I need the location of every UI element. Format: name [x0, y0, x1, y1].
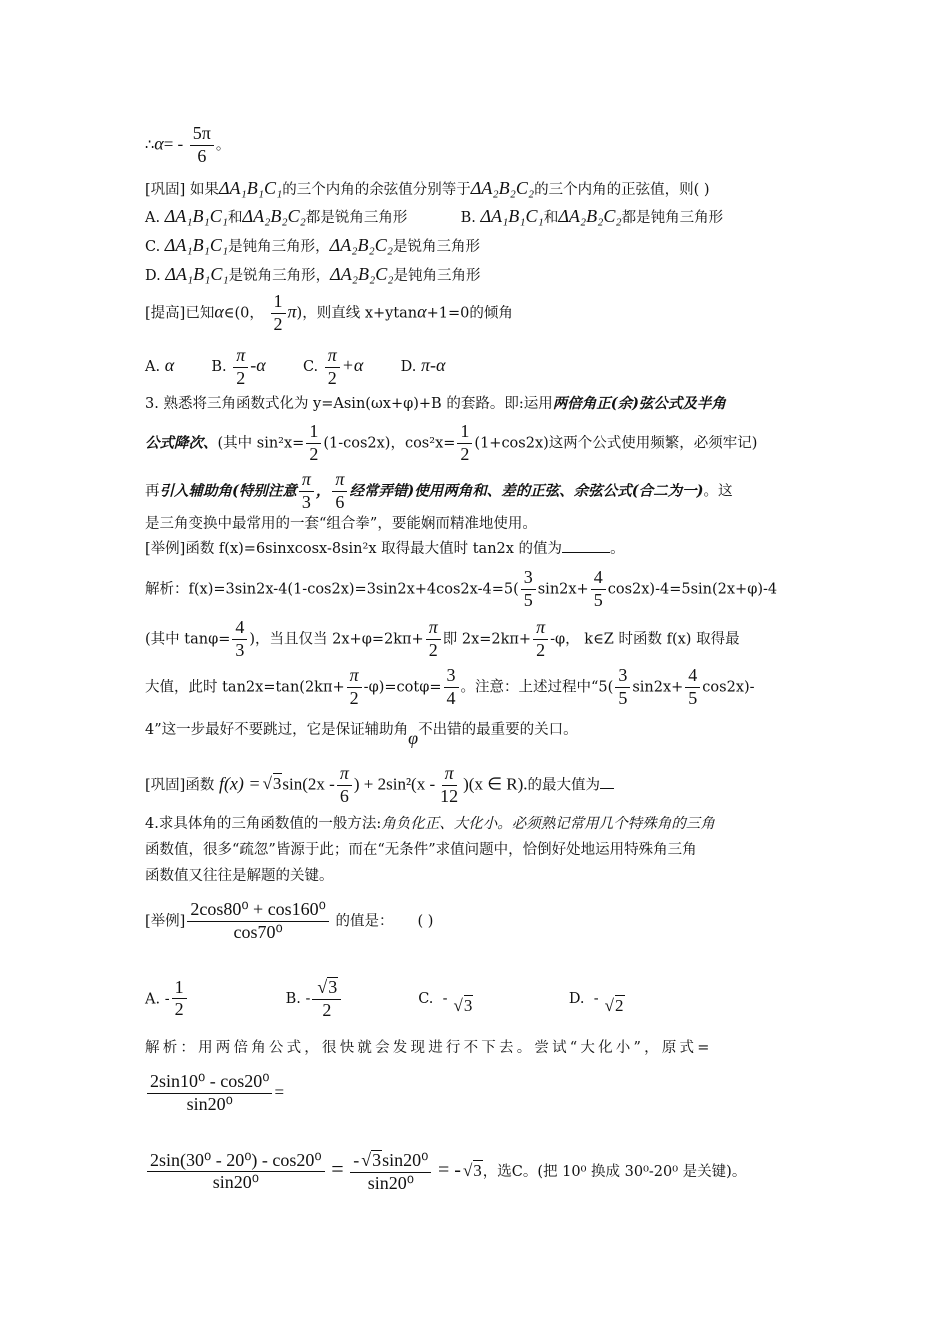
- text-segment: C.: [145, 239, 161, 255]
- text-segment: -: [353, 1150, 360, 1170]
- text-segment: D.: [145, 268, 161, 284]
- text-segment: π: [287, 301, 297, 322]
- text-segment: 引入辅助角(特别注意: [159, 482, 297, 500]
- text-segment: 5: [688, 687, 698, 708]
- option-b: [211, 345, 266, 388]
- text-segment: sin20⁰: [367, 1172, 414, 1193]
- text-segment: 4: [232, 618, 247, 640]
- text-segment: A.: [145, 210, 161, 226]
- section-4-heading: [145, 816, 715, 833]
- section-3-formulas: [145, 422, 757, 465]
- text-segment: 和: [543, 210, 559, 226]
- fraction: [190, 124, 214, 167]
- text-segment: sin2x+: [632, 679, 684, 696]
- text-segment: ∴: [145, 137, 155, 154]
- text-segment: √ 2: [615, 995, 625, 1016]
- fraction: [350, 1150, 431, 1194]
- text-segment: 函数 f(x)=6sinxcosx-8sin²x 取得最大值时 tan2x 的值为: [185, 541, 563, 557]
- text-segment: cos2x)-: [702, 679, 755, 696]
- solution-line-4: [145, 718, 578, 748]
- text-segment: π: [442, 764, 457, 786]
- text-segment: 3. 熟悉将三角函数式化为 y=Asin(ωx+φ)+B 的套路。即:运用: [145, 396, 553, 412]
- text-segment: 3: [235, 639, 245, 660]
- text-segment: (其中 sin²x=: [217, 435, 305, 452]
- text-segment: ΔA₁B₁C₁: [165, 264, 229, 284]
- text-segment: 3: [521, 568, 536, 590]
- text-segment: C.: [302, 359, 319, 376]
- text-segment: (其中 tanφ=: [145, 631, 231, 648]
- text-segment: =: [331, 1155, 344, 1181]
- text-segment: ) + 2sin²(x -: [353, 774, 436, 794]
- text-segment: 的三个内角的余弦值分别等于: [282, 182, 471, 198]
- text-segment: 函数: [185, 777, 215, 794]
- text-segment: 2: [273, 313, 283, 334]
- text-segment: 是钝角三角形，: [228, 239, 330, 255]
- option-a-b-line: [145, 206, 723, 228]
- text-segment: 4: [446, 687, 456, 708]
- text-segment: sin20⁰: [382, 1150, 429, 1170]
- text-segment: √ 3: [464, 995, 474, 1016]
- option-c: [302, 345, 364, 388]
- text-segment: α: [214, 301, 224, 322]
- text-segment: 的值是：: [335, 913, 394, 930]
- text-segment: 是锐角三角形: [392, 239, 480, 255]
- text-segment: 6: [197, 145, 207, 166]
- text-segment: 即 2x=2kπ+: [442, 631, 532, 648]
- solution-2-line-2: [145, 1072, 284, 1115]
- text-segment: 经常弄错)使用两角和、差的正弦、余弦公式(合二为一): [349, 482, 704, 500]
- text-segment: C.: [418, 990, 434, 1007]
- text-segment: A.: [145, 359, 161, 376]
- text-segment: 角负化正、大化小。必须熟记常用几个特殊角的三角: [381, 816, 715, 832]
- section-3-auxiliary-angle: [145, 470, 733, 513]
- section-3-summary: [145, 516, 537, 533]
- text-segment: π: [533, 618, 548, 640]
- text-segment: 是三角变换中最常用的一套“组合拳”，要能娴而精准地使用。: [145, 516, 537, 532]
- text-segment: sin20⁰: [186, 1093, 233, 1114]
- text-segment: 6: [339, 785, 349, 806]
- text-segment: 1: [306, 422, 321, 444]
- text-segment: 2sin(30⁰ - 20⁰) - cos20⁰: [147, 1151, 325, 1173]
- text-segment: 函数值又往往是解题的关键。: [145, 868, 334, 884]
- text-segment: 5: [618, 687, 628, 708]
- text-segment: B.: [285, 990, 301, 1007]
- text-segment: A.: [145, 990, 161, 1007]
- text-segment: -: [593, 990, 599, 1007]
- solution-line-2: [145, 618, 740, 661]
- text-segment: ∈(0，: [223, 305, 264, 322]
- text-segment: )，当且仅当 2x+φ=2kπ+: [249, 631, 424, 648]
- text-segment: cos2x)-4=5sin(2x+φ)-4: [607, 581, 778, 598]
- text-segment: sin20⁰: [212, 1172, 259, 1193]
- text-segment: α: [164, 355, 175, 376]
- text-segment: 2: [309, 443, 319, 464]
- text-segment: 5π: [190, 124, 214, 146]
- text-segment: 6: [335, 491, 345, 512]
- text-segment: 和: [228, 210, 243, 226]
- text-segment: 是钝角三角形: [393, 268, 481, 284]
- text-segment: 4.求具体角的三角函数值的一般方法:: [145, 816, 382, 832]
- text-segment: 12: [440, 785, 459, 806]
- section-3-heading: [145, 395, 726, 413]
- advanced-options: [145, 346, 445, 389]
- section-4-text-2: [145, 868, 334, 885]
- text-segment: ΔA₁B₁C₁: [164, 235, 229, 255]
- section-4-text-1: [145, 842, 697, 859]
- text-segment: π: [233, 346, 248, 368]
- text-segment: sin(2x -: [282, 774, 335, 794]
- text-segment: cos70⁰: [233, 921, 283, 942]
- text-segment: ΔA₂B₂C₂: [330, 264, 394, 284]
- text-segment: α: [417, 301, 427, 322]
- answer-blank: [600, 788, 614, 789]
- text-segment: 2: [327, 367, 337, 388]
- solution-2-line-3: [145, 1150, 746, 1194]
- text-segment: B.: [211, 359, 227, 376]
- text-segment: = -: [163, 134, 184, 154]
- text-segment: ΔA₂B₂C₂: [470, 178, 535, 198]
- option-a: [145, 206, 408, 226]
- text-segment: D.: [400, 359, 417, 376]
- text-segment: ΔA₁B₁C₁: [164, 206, 229, 226]
- text-segment: 都是锐角三角形: [305, 210, 408, 226]
- example-2-options: [145, 977, 625, 1021]
- fraction: [147, 1072, 272, 1115]
- text-segment: φ: [408, 728, 419, 748]
- text-segment: 如果: [189, 182, 219, 198]
- text-segment: 。: [610, 541, 625, 557]
- text-segment: +1=0的倾角: [426, 305, 513, 322]
- text-segment: -φ， k∈Z 时函数 f(x) 取得最: [550, 631, 740, 648]
- text-segment: 1: [457, 422, 472, 444]
- example-2: [145, 900, 433, 943]
- text-segment: 函数值，很多“疏忽”皆源于此；而在“无条件”求值问题中，恰倒好处地运用特殊角三角: [145, 842, 697, 858]
- text-segment: √ 3: [327, 977, 338, 998]
- text-segment: [巩固]: [145, 182, 186, 198]
- text-segment: 2: [460, 443, 470, 464]
- text-segment: 2cos80⁰ + cos160⁰: [187, 900, 329, 922]
- text-segment: 2: [349, 687, 359, 708]
- text-segment: 2sin10⁰ - cos20⁰: [147, 1072, 272, 1094]
- text-segment: [巩固]: [145, 777, 186, 794]
- option-c: [418, 987, 564, 1015]
- text-segment: 5: [593, 589, 603, 610]
- text-segment: √ 3: [273, 773, 283, 794]
- text-segment: 解析：用两倍角公式，很快就会发现进行不下去。尝试“大化小”，原式=: [145, 1040, 713, 1056]
- text-segment: α: [154, 133, 164, 154]
- text-segment: 2: [536, 639, 546, 660]
- text-segment: =: [274, 1082, 285, 1102]
- option-b: [460, 206, 724, 226]
- text-segment: -: [164, 990, 170, 1007]
- text-segment: π: [325, 346, 340, 368]
- text-segment: B.: [460, 210, 476, 226]
- text-segment: D.: [568, 990, 585, 1007]
- option-d: [400, 355, 446, 376]
- fraction: [147, 1151, 325, 1194]
- text-segment: [举例]: [145, 913, 186, 930]
- text-segment: 。: [215, 137, 231, 154]
- fraction: [187, 900, 329, 943]
- text-segment: 4: [685, 666, 700, 688]
- option-a: [145, 978, 281, 1021]
- text-segment: ，选C。(把 10⁰ 换成 30⁰-20⁰ 是关键)。: [482, 1163, 747, 1180]
- text-segment: 3: [444, 666, 459, 688]
- text-segment: -α: [250, 355, 266, 376]
- text-segment: (1-cos2x)，cos²x=: [323, 435, 456, 452]
- solution-2-line-1: [145, 1040, 713, 1057]
- text-segment: 1: [172, 978, 187, 1000]
- text-segment: 2: [174, 999, 184, 1020]
- text-segment: 两倍角正(余)弦公式及半角: [552, 395, 726, 412]
- text-segment: = -: [438, 1158, 461, 1181]
- consolidation-problem-1: [145, 178, 710, 200]
- text-segment: 3: [301, 491, 311, 512]
- text-segment: )(x ∈ R).: [463, 774, 528, 794]
- text-segment: ΔA₁B₁C₁: [218, 178, 283, 198]
- fraction: [271, 292, 286, 335]
- text-segment: -: [442, 990, 448, 1007]
- text-segment: 已知: [185, 305, 215, 322]
- text-segment: π: [299, 470, 314, 492]
- text-segment: ( ): [417, 913, 434, 930]
- text-segment: 解析：f(x)=3sin2x-4(1-cos2x)=3sin2x+4cos2x-4=5(: [145, 581, 519, 598]
- text-segment: ΔA₂B₂C₂: [558, 206, 622, 226]
- consolidation-problem-2: [145, 764, 614, 807]
- option-c: [145, 235, 480, 257]
- text-segment: 4”这一步最好不要跳过，它是保证辅助角: [145, 722, 409, 738]
- advanced-problem: [145, 292, 513, 335]
- text-segment: π: [332, 470, 347, 492]
- text-segment: )，则直线 x+ytan: [296, 305, 418, 322]
- text-segment: ，: [315, 482, 331, 500]
- text-segment: π: [337, 764, 352, 786]
- text-segment: ΔA₂B₂C₂: [329, 235, 393, 255]
- text-segment: [提高]: [145, 305, 186, 322]
- text-segment: 3: [615, 666, 630, 688]
- text-segment: 的最大值为: [527, 777, 601, 794]
- text-segment: 都是钝角三角形: [621, 210, 724, 226]
- text-segment: 4: [591, 568, 606, 590]
- text-segment: 大值，此时 tan2x=tan(2kπ+: [145, 679, 345, 696]
- text-segment: +α: [341, 355, 364, 376]
- text-segment: π-α: [420, 355, 446, 376]
- text-segment: √ 3: [473, 1160, 483, 1181]
- text-segment: 再: [145, 483, 160, 500]
- answer-blank: [562, 552, 610, 553]
- option-a: [145, 355, 175, 376]
- text-segment: 1: [271, 292, 286, 314]
- text-segment: 的三个内角的正弦值，则( ): [534, 182, 710, 198]
- text-segment: sin2x+: [537, 581, 589, 598]
- text-segment: (1+cos2x)这两个公式使用频繁，必须牢记): [474, 435, 758, 452]
- text-segment: π: [426, 618, 441, 640]
- text-segment: ΔA₁B₁C₁: [480, 206, 544, 226]
- text-segment: 2: [236, 367, 246, 388]
- alpha-result-line: [145, 124, 230, 167]
- text-segment: 2: [322, 999, 332, 1020]
- text-segment: 公式降次、: [145, 434, 218, 452]
- option-d: [145, 264, 481, 286]
- text-segment: π: [347, 666, 362, 688]
- example-1: [145, 541, 625, 558]
- text-segment: f(x) =: [218, 773, 261, 794]
- option-d: [568, 990, 625, 1015]
- text-segment: 5: [523, 589, 533, 610]
- text-segment: -: [305, 990, 311, 1007]
- text-segment: 2: [428, 639, 438, 660]
- text-segment: 。这: [703, 483, 733, 500]
- solution-line-1: [145, 568, 777, 611]
- text-segment: ΔA₂B₂C₂: [242, 206, 306, 226]
- text-segment: √ 3: [371, 1150, 382, 1171]
- text-segment: 不出错的最重要的关口。: [418, 722, 578, 738]
- text-segment: 。注意：上述过程中“5(: [460, 679, 614, 696]
- text-segment: 是锐角三角形，: [228, 268, 331, 284]
- option-b: [286, 977, 414, 1021]
- text-segment: [举例]: [145, 541, 186, 557]
- text-segment: -φ)=cotφ=: [363, 679, 442, 696]
- solution-line-3: [145, 666, 755, 709]
